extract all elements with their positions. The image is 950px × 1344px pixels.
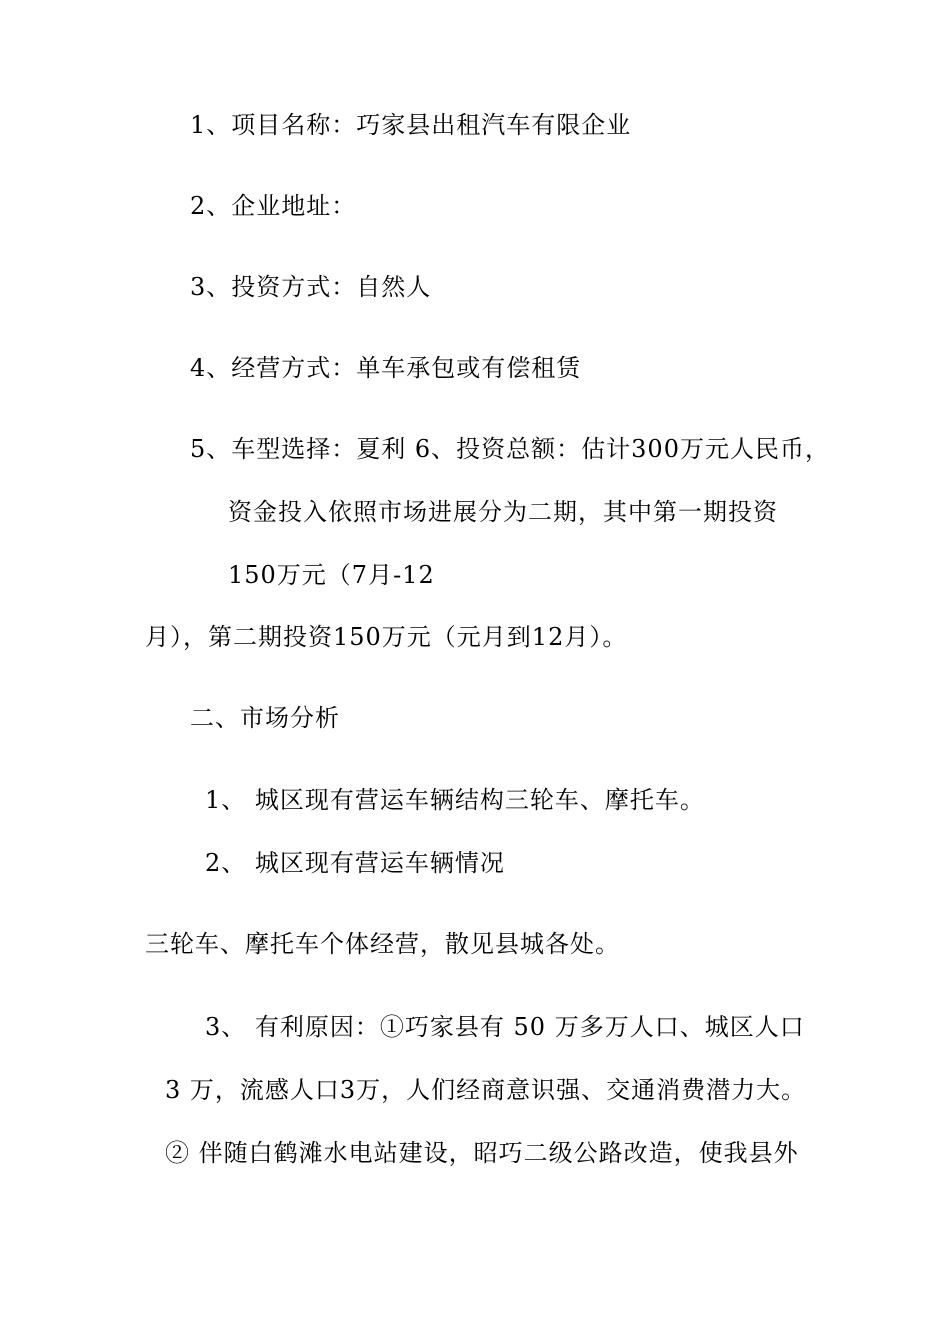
market-item-hydropower: ② 伴随白鹤滩水电站建设，昭巧二级公路改造，使我县外 [165,1139,799,1167]
market-item-vehicle-structure: 1、 城区现有营运车辆结构三轮车、摩托车。 [205,786,705,814]
market-item-favorable-reasons: 3、 有利原因：①巧家县有 50 万多万人口、城区人口 [205,1013,805,1041]
item-operation-method: 4、经营方式：单车承包或有偿租赁 [190,354,582,382]
item-investment-phases: 资金投入依照市场进展分为二期，其中第一期投资 [228,498,778,526]
item-project-name: 1、项目名称：巧家县出租汽车有限企业 [190,111,632,139]
item-phase-one: 150万元（7月-12 [228,561,435,589]
market-item-population: 3 万，流感人口3万，人们经商意识强、交通消费潜力大。 [165,1076,807,1104]
item-company-address: 2、企业地址： [190,192,357,220]
section-market-analysis: 二、市场分析 [190,704,340,732]
item-investment-method: 3、投资方式：自然人 [190,273,432,301]
market-item-vehicle-situation: 2、 城区现有营运车辆情况 [205,849,505,877]
market-item-individual-operation: 三轮车、摩托车个体经营，散见县城各处。 [145,930,620,958]
item-phase-two: 月），第二期投资150万元（元月到12月）。 [145,623,628,651]
item-vehicle-and-investment: 5、车型选择：夏利 6、投资总额：估计300万元人民币， [190,435,830,463]
